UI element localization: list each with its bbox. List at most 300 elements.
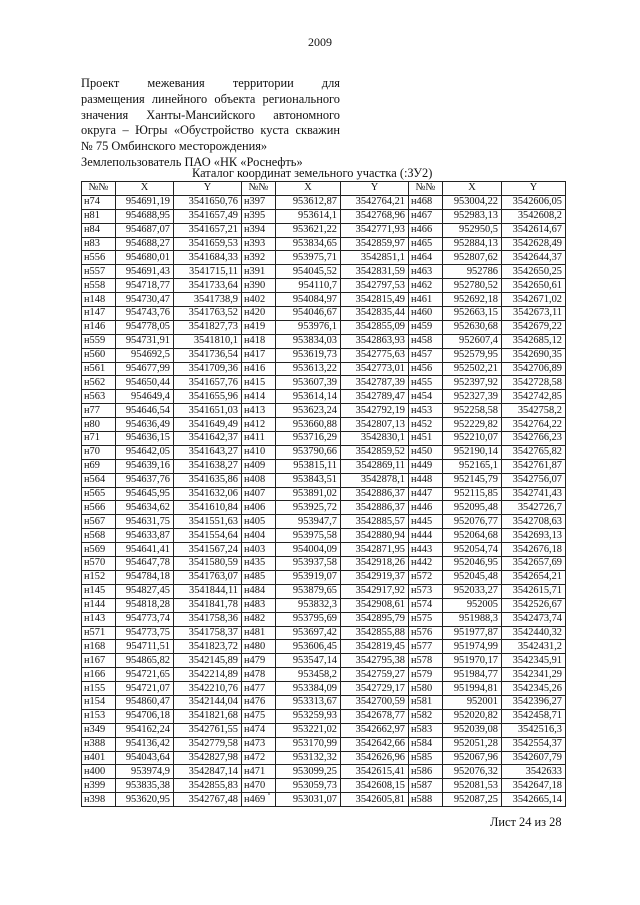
table-row	[82, 209, 566, 223]
y-coordinate-cell: 3541827,73	[174, 320, 242, 334]
point-id-cell: н484	[242, 584, 276, 598]
point-id-cell: н402	[242, 293, 276, 307]
x-coordinate-cell: 953974,9	[116, 765, 174, 779]
y-coordinate-cell: 3541659,53	[174, 237, 242, 251]
y-coordinate-cell: 3542918,26	[341, 557, 409, 571]
y-coordinate-cell: 3541655,96	[174, 390, 242, 404]
table-row	[82, 598, 566, 612]
point-id-cell: н166	[82, 668, 116, 682]
x-coordinate-cell: 952692,18	[443, 293, 502, 307]
heading-line: округа – Югры «Обустройство куста скважин	[81, 123, 340, 138]
x-coordinate-cell: 954687,07	[116, 223, 174, 237]
y-coordinate-cell: 3542626,96	[341, 751, 409, 765]
x-coordinate-cell: 952076,77	[443, 515, 502, 529]
y-coordinate-cell: 3541567,24	[174, 543, 242, 557]
x-coordinate-cell: 953834,65	[276, 237, 341, 251]
y-coordinate-cell: 3542728,58	[502, 376, 566, 390]
table-row	[82, 709, 566, 723]
table-row	[82, 737, 566, 751]
heading-line: Проект межевания территории для	[81, 76, 340, 90]
x-coordinate-cell: 954718,77	[116, 279, 174, 293]
table-row	[82, 223, 566, 237]
x-coordinate-cell: 954706,18	[116, 709, 174, 723]
point-id-cell: н445	[409, 515, 443, 529]
x-coordinate-cell: 952005	[443, 598, 502, 612]
point-id-cell: н413	[242, 404, 276, 418]
y-coordinate-cell: 3542678,77	[341, 709, 409, 723]
y-coordinate-cell: 3541763,52	[174, 307, 242, 321]
x-coordinate-cell: 954639,16	[116, 459, 174, 473]
point-id-cell: н435	[242, 557, 276, 571]
x-coordinate-cell: 954004,09	[276, 543, 341, 557]
y-coordinate-cell: 3541651,03	[174, 404, 242, 418]
point-id-cell: н481	[242, 626, 276, 640]
x-coordinate-cell: 954110,7	[276, 279, 341, 293]
x-coordinate-cell: 954136,42	[116, 737, 174, 751]
x-coordinate-cell: 952607,4	[443, 334, 502, 348]
x-coordinate-cell: 954827,45	[116, 584, 174, 598]
point-id-cell: н408	[242, 473, 276, 487]
x-coordinate-cell: 952950,5	[443, 223, 502, 237]
column-header-y: Y	[502, 182, 566, 196]
point-id-cell: н575	[409, 612, 443, 626]
y-coordinate-cell: 3542145,89	[174, 654, 242, 668]
x-coordinate-cell: 954647,78	[116, 557, 174, 571]
point-id-cell: н393	[242, 237, 276, 251]
x-coordinate-cell: 953132,32	[276, 751, 341, 765]
y-coordinate-cell: 3542878,1	[341, 473, 409, 487]
y-coordinate-cell: 3541638,27	[174, 459, 242, 473]
y-coordinate-cell: 3542885,57	[341, 515, 409, 529]
point-id-cell: н74	[82, 195, 116, 209]
y-coordinate-cell: 3541844,11	[174, 584, 242, 598]
table-row	[82, 723, 566, 737]
x-coordinate-cell: 954731,91	[116, 334, 174, 348]
y-coordinate-cell: 3542908,61	[341, 598, 409, 612]
point-id-cell: н577	[409, 640, 443, 654]
x-coordinate-cell: 954773,75	[116, 626, 174, 640]
point-id-cell: н450	[409, 445, 443, 459]
y-coordinate-cell: 3541635,86	[174, 473, 242, 487]
x-coordinate-cell: 952064,68	[443, 529, 502, 543]
x-coordinate-cell: 954650,44	[116, 376, 174, 390]
x-coordinate-cell: 954677,99	[116, 362, 174, 376]
table-row	[82, 584, 566, 598]
x-coordinate-cell: 953621,22	[276, 223, 341, 237]
x-coordinate-cell: 952884,13	[443, 237, 502, 251]
point-id-cell: н403	[242, 543, 276, 557]
point-id-cell: н167	[82, 654, 116, 668]
y-coordinate-cell: 3541823,72	[174, 640, 242, 654]
point-id-cell: н398	[82, 793, 116, 807]
table-row	[82, 626, 566, 640]
point-id-cell: н460	[409, 307, 443, 321]
y-coordinate-cell: 3541643,27	[174, 445, 242, 459]
point-id-cell: н448	[409, 473, 443, 487]
y-coordinate-cell: 3542516,3	[502, 723, 566, 737]
y-coordinate-cell: 3541649,49	[174, 418, 242, 432]
point-id-cell: н418	[242, 334, 276, 348]
point-id-cell: н419	[242, 320, 276, 334]
table-row	[82, 348, 566, 362]
point-id-cell: н579	[409, 668, 443, 682]
x-coordinate-cell: 953004,22	[443, 195, 502, 209]
point-id-cell: н587	[409, 779, 443, 793]
heading-line: значения Ханты-Мансийского автономного	[81, 107, 340, 122]
point-id-cell: н143	[82, 612, 116, 626]
point-id-cell: н449	[409, 459, 443, 473]
y-coordinate-cell: 3542607,79	[502, 751, 566, 765]
y-coordinate-cell: 3542726,7	[502, 501, 566, 515]
y-coordinate-cell: 3541610,84	[174, 501, 242, 515]
x-coordinate-cell: 953606,45	[276, 640, 341, 654]
x-coordinate-cell: 953059,73	[276, 779, 341, 793]
column-header-point: №№	[82, 182, 116, 196]
y-coordinate-cell: 3542855,09	[341, 320, 409, 334]
x-coordinate-cell: 953975,71	[276, 251, 341, 265]
point-id-cell: н392	[242, 251, 276, 265]
table-row	[82, 418, 566, 432]
point-id-cell: н457	[409, 348, 443, 362]
x-coordinate-cell: 954636,49	[116, 418, 174, 432]
y-coordinate-cell: 3541763,07	[174, 570, 242, 584]
point-id-cell: н407	[242, 487, 276, 501]
point-id-cell: н148	[82, 293, 116, 307]
point-id-cell: н446	[409, 501, 443, 515]
x-coordinate-cell: 953795,69	[276, 612, 341, 626]
x-coordinate-cell: 952095,48	[443, 501, 502, 515]
y-coordinate-cell: 3542628,49	[502, 237, 566, 251]
x-coordinate-cell: 952039,08	[443, 723, 502, 737]
point-id-cell: н470	[242, 779, 276, 793]
point-id-cell: н476	[242, 695, 276, 709]
point-id-cell: н417	[242, 348, 276, 362]
x-coordinate-cell: 952054,74	[443, 543, 502, 557]
y-coordinate-cell: 3542554,37	[502, 737, 566, 751]
point-id-cell: н565	[82, 487, 116, 501]
point-id-cell: н572	[409, 570, 443, 584]
x-coordinate-cell: 954680,01	[116, 251, 174, 265]
y-coordinate-cell: 3541554,64	[174, 529, 242, 543]
point-id-cell: н80	[82, 418, 116, 432]
point-id-cell: н573	[409, 584, 443, 598]
x-coordinate-cell: 954721,07	[116, 682, 174, 696]
x-coordinate-cell: 954743,76	[116, 307, 174, 321]
point-id-cell: н580	[409, 682, 443, 696]
x-coordinate-cell: 953259,93	[276, 709, 341, 723]
x-coordinate-cell: 952001	[443, 695, 502, 709]
point-id-cell: н458	[409, 334, 443, 348]
point-id-cell: н83	[82, 237, 116, 251]
y-coordinate-cell: 3542895,79	[341, 612, 409, 626]
table-row	[82, 459, 566, 473]
table-row	[82, 362, 566, 376]
x-coordinate-cell: 953619,73	[276, 348, 341, 362]
y-coordinate-cell: 3542741,43	[502, 487, 566, 501]
point-id-cell: н477	[242, 682, 276, 696]
point-id-cell: н474	[242, 723, 276, 737]
point-id-cell: н561	[82, 362, 116, 376]
point-id-cell: н568	[82, 529, 116, 543]
y-coordinate-cell: 3542458,71	[502, 709, 566, 723]
point-id-cell: н574	[409, 598, 443, 612]
x-coordinate-cell: 954773,74	[116, 612, 174, 626]
y-coordinate-cell: 3542886,37	[341, 501, 409, 515]
point-id-cell: н77	[82, 404, 116, 418]
table-row	[82, 487, 566, 501]
y-coordinate-cell: 3542608,2	[502, 209, 566, 223]
point-id-cell: н479	[242, 654, 276, 668]
x-coordinate-cell: 954641,41	[116, 543, 174, 557]
table-row	[82, 695, 566, 709]
x-coordinate-cell: 954645,95	[116, 487, 174, 501]
x-coordinate-cell: 954162,24	[116, 723, 174, 737]
x-coordinate-cell: 952067,96	[443, 751, 502, 765]
point-id-cell: н152	[82, 570, 116, 584]
y-coordinate-cell: 3541632,06	[174, 487, 242, 501]
x-coordinate-cell: 952046,95	[443, 557, 502, 571]
point-id-cell: н399	[82, 779, 116, 793]
table-row	[82, 570, 566, 584]
x-coordinate-cell: 953547,14	[276, 654, 341, 668]
point-id-cell: н401	[82, 751, 116, 765]
x-coordinate-cell: 952190,14	[443, 445, 502, 459]
x-coordinate-cell: 954721,65	[116, 668, 174, 682]
point-id-cell: н155	[82, 682, 116, 696]
point-id-cell: н471	[242, 765, 276, 779]
point-id-cell: н478	[242, 668, 276, 682]
x-coordinate-cell: 952020,82	[443, 709, 502, 723]
y-coordinate-cell: 3541657,49	[174, 209, 242, 223]
x-coordinate-cell: 953313,67	[276, 695, 341, 709]
y-coordinate-cell: 3542855,83	[174, 779, 242, 793]
x-coordinate-cell: 953891,02	[276, 487, 341, 501]
x-coordinate-cell: 952051,28	[443, 737, 502, 751]
x-coordinate-cell: 953623,24	[276, 404, 341, 418]
point-id-cell: н394	[242, 223, 276, 237]
x-coordinate-cell: 952145,79	[443, 473, 502, 487]
column-header-x: X	[116, 182, 174, 196]
x-coordinate-cell: 952045,48	[443, 570, 502, 584]
point-id-cell: н388	[82, 737, 116, 751]
point-id-cell: н560	[82, 348, 116, 362]
column-header-y: Y	[174, 182, 242, 196]
y-coordinate-cell: 3542831,59	[341, 265, 409, 279]
x-coordinate-cell: 953843,51	[276, 473, 341, 487]
x-coordinate-cell: 952165,1	[443, 459, 502, 473]
y-coordinate-cell: 3542341,29	[502, 668, 566, 682]
point-id-cell: н463	[409, 265, 443, 279]
point-id-cell: н416	[242, 362, 276, 376]
y-coordinate-cell: 3542742,85	[502, 390, 566, 404]
point-id-cell: н145	[82, 584, 116, 598]
y-coordinate-cell: 3542859,52	[341, 445, 409, 459]
y-coordinate-cell: 3542789,47	[341, 390, 409, 404]
x-coordinate-cell: 953031,07	[276, 793, 341, 807]
y-coordinate-cell: 3542431,2	[502, 640, 566, 654]
x-coordinate-cell: 954784,18	[116, 570, 174, 584]
point-id-cell: н559	[82, 334, 116, 348]
y-coordinate-cell: 3542144,04	[174, 695, 242, 709]
y-coordinate-cell: 3542773,01	[341, 362, 409, 376]
y-coordinate-cell: 3542779,58	[174, 737, 242, 751]
y-coordinate-cell: 3542708,63	[502, 515, 566, 529]
x-coordinate-cell: 954046,67	[276, 307, 341, 321]
y-coordinate-cell: 3542526,67	[502, 598, 566, 612]
point-id-cell: н569	[82, 543, 116, 557]
table-row	[82, 765, 566, 779]
point-id-cell: н397	[242, 195, 276, 209]
point-id-cell: н482	[242, 612, 276, 626]
y-coordinate-cell: 3542608,15	[341, 779, 409, 793]
point-id-cell: н473	[242, 737, 276, 751]
table-row	[82, 320, 566, 334]
document-heading	[81, 76, 340, 171]
table-row	[82, 501, 566, 515]
x-coordinate-cell: 954636,15	[116, 432, 174, 446]
y-coordinate-cell: 3542880,94	[341, 529, 409, 543]
y-coordinate-cell: 3542835,44	[341, 307, 409, 321]
y-coordinate-cell: 3542775,63	[341, 348, 409, 362]
point-id-cell: н468	[409, 195, 443, 209]
y-coordinate-cell: 3542614,67	[502, 223, 566, 237]
y-coordinate-cell: 3541657,21	[174, 223, 242, 237]
point-id-cell: н464	[409, 251, 443, 265]
y-coordinate-cell: 3542396,27	[502, 695, 566, 709]
point-id-cell: н469	[242, 793, 276, 807]
point-id-cell: н153	[82, 709, 116, 723]
point-id-cell: н570	[82, 557, 116, 571]
y-coordinate-cell: 3542671,02	[502, 293, 566, 307]
x-coordinate-cell: 952081,53	[443, 779, 502, 793]
point-id-cell: н567	[82, 515, 116, 529]
point-id-cell: н406	[242, 501, 276, 515]
point-id-cell: н414	[242, 390, 276, 404]
point-id-cell: н562	[82, 376, 116, 390]
point-id-cell: н454	[409, 390, 443, 404]
point-id-cell: н415	[242, 376, 276, 390]
x-coordinate-cell: 954649,4	[116, 390, 174, 404]
y-coordinate-cell: 3542605,81	[341, 793, 409, 807]
y-coordinate-cell: 3541810,1	[174, 334, 242, 348]
x-coordinate-cell: 954711,51	[116, 640, 174, 654]
y-coordinate-cell: 3542807,13	[341, 418, 409, 432]
scan-speck	[268, 793, 270, 795]
x-coordinate-cell: 954865,82	[116, 654, 174, 668]
y-coordinate-cell: 3542756,07	[502, 473, 566, 487]
x-coordinate-cell: 952579,95	[443, 348, 502, 362]
x-coordinate-cell: 951977,87	[443, 626, 502, 640]
y-coordinate-cell: 3541709,36	[174, 362, 242, 376]
column-header-point: №№	[242, 182, 276, 196]
x-coordinate-cell: 952327,39	[443, 390, 502, 404]
point-id-cell: н451	[409, 432, 443, 446]
point-id-cell: н420	[242, 307, 276, 321]
x-coordinate-cell: 953607,39	[276, 376, 341, 390]
point-id-cell: н472	[242, 751, 276, 765]
x-coordinate-cell: 953815,11	[276, 459, 341, 473]
y-coordinate-cell: 3542729,17	[341, 682, 409, 696]
point-id-cell: н566	[82, 501, 116, 515]
x-coordinate-cell: 953790,66	[276, 445, 341, 459]
x-coordinate-cell: 954637,76	[116, 473, 174, 487]
point-id-cell: н588	[409, 793, 443, 807]
x-coordinate-cell: 952807,62	[443, 251, 502, 265]
column-header-y: Y	[341, 182, 409, 196]
x-coordinate-cell: 953613,22	[276, 362, 341, 376]
x-coordinate-cell: 952983,13	[443, 209, 502, 223]
y-coordinate-cell: 3541551,63	[174, 515, 242, 529]
y-coordinate-cell: 3542633	[502, 765, 566, 779]
table-row	[82, 376, 566, 390]
x-coordinate-cell: 953170,99	[276, 737, 341, 751]
point-id-cell: н390	[242, 279, 276, 293]
table-row	[82, 668, 566, 682]
point-id-cell: н461	[409, 293, 443, 307]
table-row	[82, 265, 566, 279]
point-id-cell: н584	[409, 737, 443, 751]
y-coordinate-cell: 3541738,9	[174, 293, 242, 307]
table-row	[82, 751, 566, 765]
coordinates-table	[81, 181, 566, 807]
y-coordinate-cell: 3541733,64	[174, 279, 242, 293]
y-coordinate-cell: 3542665,14	[502, 793, 566, 807]
x-coordinate-cell: 952258,58	[443, 404, 502, 418]
x-coordinate-cell: 951988,3	[443, 612, 502, 626]
point-id-cell: н485	[242, 570, 276, 584]
x-coordinate-cell: 954818,28	[116, 598, 174, 612]
x-coordinate-cell: 954691,43	[116, 265, 174, 279]
y-coordinate-cell: 3542657,69	[502, 557, 566, 571]
point-id-cell: н563	[82, 390, 116, 404]
x-coordinate-cell: 954043,64	[116, 751, 174, 765]
x-coordinate-cell: 953697,42	[276, 626, 341, 640]
y-coordinate-cell: 3542797,53	[341, 279, 409, 293]
y-coordinate-cell: 3542847,14	[174, 765, 242, 779]
x-coordinate-cell: 953925,72	[276, 501, 341, 515]
y-coordinate-cell: 3542917,92	[341, 584, 409, 598]
point-id-cell: н400	[82, 765, 116, 779]
x-coordinate-cell: 954730,47	[116, 293, 174, 307]
point-id-cell: н465	[409, 237, 443, 251]
table-row	[82, 334, 566, 348]
point-id-cell: н443	[409, 543, 443, 557]
x-coordinate-cell: 954691,19	[116, 195, 174, 209]
x-coordinate-cell: 953384,09	[276, 682, 341, 696]
point-id-cell: н144	[82, 598, 116, 612]
point-id-cell: н452	[409, 418, 443, 432]
point-id-cell: н395	[242, 209, 276, 223]
y-coordinate-cell: 3542792,19	[341, 404, 409, 418]
x-coordinate-cell: 954778,05	[116, 320, 174, 334]
x-coordinate-cell: 954642,05	[116, 445, 174, 459]
point-id-cell: н409	[242, 459, 276, 473]
table-row	[82, 473, 566, 487]
x-coordinate-cell: 952502,21	[443, 362, 502, 376]
x-coordinate-cell: 953937,58	[276, 557, 341, 571]
point-id-cell: н405	[242, 515, 276, 529]
y-coordinate-cell: 3542919,37	[341, 570, 409, 584]
y-coordinate-cell: 3542855,88	[341, 626, 409, 640]
sheet-number: Лист 24 из 28	[490, 815, 562, 829]
table-header-row	[82, 182, 566, 196]
point-id-cell: н146	[82, 320, 116, 334]
x-coordinate-cell: 952115,85	[443, 487, 502, 501]
point-id-cell: н84	[82, 223, 116, 237]
x-coordinate-cell: 952780,52	[443, 279, 502, 293]
point-id-cell: н391	[242, 265, 276, 279]
x-coordinate-cell: 952229,82	[443, 418, 502, 432]
